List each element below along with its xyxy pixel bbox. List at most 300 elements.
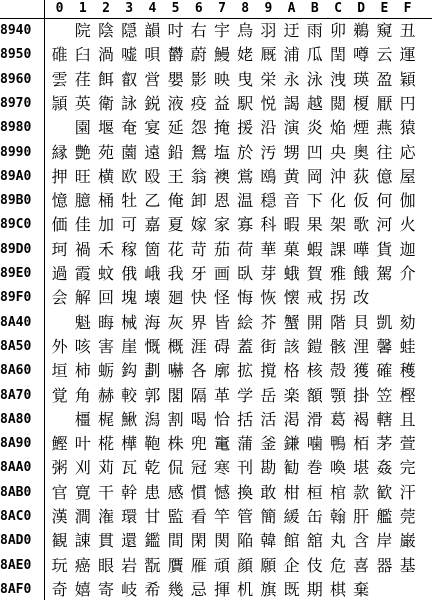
row-label: 8940	[0, 23, 32, 38]
char-cell: 葛	[329, 409, 346, 429]
char-cell: 隠	[121, 21, 138, 40]
row-label: 89A0	[0, 168, 32, 184]
char-cell: 歌	[353, 215, 370, 235]
char-cell: 幾	[167, 579, 184, 599]
char-cell: 漢	[51, 507, 68, 526]
char-cell: 敢	[260, 482, 277, 502]
char-cell: 覚	[51, 385, 68, 405]
row-label: 8950	[0, 47, 32, 63]
char-cell: 加	[97, 215, 114, 235]
column-header: B	[310, 1, 319, 16]
char-cell: 焔	[329, 118, 346, 138]
char-cell: 干	[97, 482, 114, 502]
char-cell	[396, 286, 419, 310]
table-row	[0, 432, 432, 456]
char-cell: 煙	[353, 118, 370, 138]
char-cell: 洩	[329, 69, 346, 89]
table-row	[0, 335, 432, 359]
char-cell: 鞄	[144, 434, 161, 454]
char-cell: 岩	[121, 555, 138, 575]
char-cell: 何	[376, 191, 393, 211]
row-label: 8AF0	[0, 581, 32, 597]
char-cell: 寒	[213, 458, 230, 478]
table-row	[0, 116, 432, 140]
char-cell: 云	[376, 45, 393, 65]
char-cell: 迦	[399, 239, 416, 259]
char-cell: 嬰	[167, 69, 184, 89]
char-cell: 泳	[306, 69, 323, 89]
char-cell: 霞	[74, 264, 91, 283]
char-cell: 凹	[306, 142, 323, 162]
char-cell: 楽	[283, 385, 300, 405]
char-cell: 棺	[329, 482, 346, 502]
char-cell: 劃	[144, 361, 161, 381]
row-label: 89C0	[0, 217, 32, 233]
char-cell: 快	[190, 288, 207, 308]
char-cell: 晦	[97, 312, 114, 332]
char-cell: 沿	[260, 118, 277, 138]
column-header: 8	[241, 1, 250, 16]
char-cell: 柿	[74, 361, 91, 381]
char-cell: 慨	[144, 336, 161, 356]
char-cell: 蔚	[190, 45, 207, 65]
table-row	[0, 92, 432, 116]
char-cell: 稼	[121, 239, 138, 259]
char-cell: 甥	[283, 142, 300, 162]
char-cell: 荷	[237, 239, 254, 259]
char-cell: 穏	[260, 191, 277, 211]
char-cell: 兜	[190, 434, 207, 454]
char-cell: 臥	[237, 264, 254, 283]
char-cell: 観	[51, 531, 68, 551]
char-cell: 蝦	[306, 239, 323, 259]
char-cell: 瓦	[121, 458, 138, 478]
char-cell: 赫	[97, 385, 114, 405]
char-cell: 岸	[376, 531, 393, 551]
char-cell: 下	[306, 191, 323, 211]
char-cell: 画	[213, 264, 230, 283]
char-cell: 劾	[399, 312, 416, 332]
row-label: 8AD0	[0, 533, 32, 549]
char-cell: 幹	[121, 482, 138, 502]
char-cell: 巌	[399, 531, 416, 551]
char-cell: 謁	[283, 93, 300, 113]
char-cell: 浦	[283, 45, 300, 65]
char-cell: 碍	[213, 336, 230, 356]
char-cell: 可	[121, 215, 138, 235]
char-cell: 佳	[74, 215, 91, 235]
char-cell: 塩	[213, 142, 230, 162]
char-cell: 関	[213, 531, 230, 551]
char-cell: 我	[167, 264, 184, 283]
char-cell: 簡	[260, 507, 277, 526]
row-label: 8A60	[0, 363, 32, 379]
char-cell: 欧	[121, 166, 138, 186]
char-cell: 鉛	[167, 142, 184, 162]
char-cell: 喚	[329, 458, 346, 478]
table-row	[0, 359, 432, 383]
char-cell: 感	[167, 482, 184, 502]
char-cell: 園	[74, 118, 91, 138]
char-cell: 隔	[190, 385, 207, 405]
char-cell: 既	[283, 579, 300, 599]
char-cell: 嘉	[144, 215, 161, 235]
char-cell: 桓	[306, 482, 323, 502]
char-cell: 恰	[213, 409, 230, 429]
char-cell: 甘	[144, 507, 161, 526]
char-cell: 乙	[144, 191, 161, 211]
char-cell: 央	[329, 142, 346, 162]
char-cell: 岡	[306, 166, 323, 186]
char-cell: 刊	[237, 458, 254, 478]
table-row	[0, 505, 432, 529]
char-cell: 轄	[376, 409, 393, 429]
column-header: 2	[102, 1, 110, 16]
char-cell: 茅	[376, 434, 393, 454]
char-cell: 括	[237, 409, 254, 429]
char-cell: 寡	[237, 215, 254, 235]
char-cell: 怪	[213, 288, 230, 308]
char-cell: 棄	[353, 579, 370, 599]
char-cell: 恩	[213, 191, 230, 211]
char-cell: 芽	[260, 264, 277, 283]
char-cell: 還	[121, 531, 138, 551]
char-cell: 奇	[51, 579, 68, 599]
char-cell: 押	[51, 166, 68, 186]
char-cell: 蟹	[283, 312, 300, 332]
char-cell: 椛	[97, 434, 114, 454]
row-label: 8990	[0, 144, 32, 160]
char-cell: 援	[237, 118, 254, 138]
char-cell: 右	[190, 21, 207, 40]
char-cell: 凱	[376, 312, 393, 332]
table-row	[0, 481, 432, 505]
char-cell: 蛎	[97, 361, 114, 381]
char-cell: 褐	[353, 409, 370, 429]
char-cell: 曳	[237, 69, 254, 89]
char-cell: 怨	[190, 118, 207, 138]
char-cell: 伎	[306, 555, 323, 575]
char-cell: 馨	[376, 336, 393, 356]
char-cell: 崖	[121, 336, 138, 356]
char-cell: 奥	[353, 142, 370, 162]
char-cell: 嬉	[74, 579, 91, 599]
char-cell: 橿	[74, 409, 91, 429]
char-cell: 鰍	[121, 409, 138, 429]
char-cell: 穫	[399, 361, 416, 381]
char-cell	[48, 408, 71, 432]
table-row	[0, 554, 432, 578]
char-cell: 憶	[51, 191, 68, 211]
char-cell: 永	[283, 69, 300, 89]
char-cell: 詠	[121, 93, 138, 113]
char-cell: 巻	[306, 458, 323, 478]
char-cell: 角	[74, 385, 91, 405]
char-cell: 魁	[74, 312, 91, 332]
char-cell: 姥	[237, 45, 254, 65]
char-cell: 疫	[190, 93, 207, 113]
char-cell: 翫	[144, 555, 161, 575]
char-cell: 患	[144, 482, 161, 502]
char-cell: 縁	[51, 142, 68, 162]
char-cell: 款	[353, 482, 370, 502]
char-cell: 澗	[74, 507, 91, 526]
char-cell: 艶	[74, 142, 91, 162]
char-cell: 鴎	[260, 166, 277, 186]
char-cell: 陥	[237, 531, 254, 551]
char-cell: 越	[306, 93, 323, 113]
column-header: 4	[148, 1, 157, 16]
char-cell: 冠	[190, 458, 207, 478]
char-cell: 掛	[353, 385, 370, 405]
char-cell: 栢	[353, 434, 370, 454]
char-cell: 廓	[213, 361, 230, 381]
char-cell: 害	[97, 336, 114, 356]
char-cell: 榎	[353, 93, 370, 113]
char-cell: 厩	[260, 45, 277, 65]
char-cell: 臆	[74, 191, 91, 211]
row-label: 89F0	[0, 290, 32, 306]
char-cell: 蒲	[237, 434, 254, 454]
char-cell: 鑑	[144, 531, 161, 551]
char-cell: 看	[190, 507, 207, 526]
char-cell: 撹	[260, 361, 277, 381]
char-cell	[48, 19, 71, 43]
table-row	[0, 311, 432, 335]
char-cell: 苅	[97, 458, 114, 478]
row-label: 8AB0	[0, 484, 32, 500]
char-cell: 瓜	[306, 45, 323, 65]
table-row	[0, 213, 432, 237]
char-cell: 革	[213, 385, 230, 405]
column-header: A	[287, 1, 296, 16]
char-cell: 灰	[167, 312, 184, 332]
column-header: E	[380, 1, 389, 16]
char-cell: 眼	[97, 555, 114, 575]
char-cell: 該	[283, 336, 300, 356]
char-cell: 荏	[74, 69, 91, 89]
char-cell: 肝	[353, 507, 370, 526]
char-cell: 汗	[399, 482, 416, 502]
char-cell: 概	[167, 336, 184, 356]
char-cell: 慣	[190, 482, 207, 502]
char-cell: 襖	[213, 166, 230, 186]
char-cell: 械	[121, 312, 138, 332]
char-cell: 鈎	[121, 361, 138, 381]
char-cell: 閲	[329, 93, 346, 113]
char-cell: 蚊	[97, 264, 114, 283]
table-row	[0, 529, 432, 553]
char-cell: 乾	[144, 458, 161, 478]
char-cell: 姦	[376, 458, 393, 478]
char-cell: 閏	[329, 45, 346, 65]
char-cell: 梶	[97, 409, 114, 429]
char-cell: 宇	[213, 21, 230, 40]
char-cell: 較	[121, 385, 138, 405]
column-header: D	[357, 1, 366, 16]
row-label: 8960	[0, 71, 32, 87]
char-cell: 頴	[51, 93, 68, 113]
char-cell: 歓	[376, 482, 393, 502]
row-label: 8AE0	[0, 557, 32, 573]
char-cell: 栄	[260, 69, 277, 89]
char-cell: 会	[51, 288, 68, 308]
char-cell: 街	[260, 336, 277, 356]
char-cell: 芥	[260, 312, 277, 332]
char-cell: 俄	[121, 264, 138, 283]
char-cell: 鴬	[237, 166, 254, 186]
char-cell: 恢	[260, 288, 277, 308]
char-cell: 器	[376, 555, 393, 575]
char-cell: 回	[97, 288, 114, 308]
char-cell: 盈	[376, 69, 393, 89]
char-cell: 瑛	[353, 69, 370, 89]
char-cell: 苑	[97, 142, 114, 162]
char-cell: 暇	[283, 215, 300, 235]
char-cell: 粥	[51, 458, 68, 478]
char-cell: 営	[144, 69, 161, 89]
char-cell: 羽	[260, 21, 277, 40]
char-cell: 潟	[144, 409, 161, 429]
char-cell: 刈	[74, 458, 91, 478]
char-cell: 割	[167, 409, 184, 429]
char-cell: 叡	[121, 69, 138, 89]
char-cell: 駕	[376, 264, 393, 283]
char-cell: 翁	[190, 166, 207, 186]
char-cell: 牙	[190, 264, 207, 283]
row-label: 89B0	[0, 193, 32, 209]
char-cell: 環	[121, 507, 138, 526]
char-cell: 架	[329, 215, 346, 235]
char-cell: 萱	[399, 434, 416, 454]
char-cell: 迂	[283, 21, 300, 40]
char-cell: 賀	[306, 264, 323, 283]
row-label: 8A40	[0, 314, 32, 330]
char-cell: 窺	[376, 21, 393, 40]
char-cell: 課	[329, 239, 346, 259]
column-header: 3	[125, 1, 134, 16]
char-cell: 荻	[353, 166, 370, 186]
char-cell: 烏	[237, 21, 254, 40]
char-cell: 嘘	[121, 45, 138, 65]
char-cell: 家	[213, 215, 230, 235]
char-cell: 価	[51, 215, 68, 235]
char-cell: 遠	[144, 142, 161, 162]
char-cell: 院	[74, 21, 91, 40]
char-cell: 卸	[190, 191, 207, 211]
char-cell: 界	[190, 312, 207, 332]
char-cell: 莞	[399, 507, 416, 526]
table-row	[0, 262, 432, 286]
char-cell: 貨	[376, 239, 393, 259]
char-cell: 穎	[399, 69, 416, 89]
char-cell: 温	[237, 191, 254, 211]
char-cell: 鴛	[190, 142, 207, 162]
column-header: 0	[55, 1, 64, 16]
table-row	[0, 68, 432, 92]
char-cell: 頑	[213, 555, 230, 575]
char-cell: 宴	[144, 118, 161, 138]
char-cell: 円	[399, 93, 416, 113]
char-cell: 伽	[399, 191, 416, 211]
char-cell: 管	[237, 507, 254, 526]
char-cell: 嫁	[190, 215, 207, 235]
char-cell: 峨	[144, 264, 161, 283]
char-cell: 基	[399, 555, 416, 575]
char-cell: 衛	[97, 93, 114, 113]
column-header-row	[0, 0, 432, 18]
char-cell: 雨	[306, 21, 323, 40]
char-cell: 癌	[74, 555, 91, 575]
char-cell: 卯	[329, 21, 346, 40]
char-cell: 塊	[121, 288, 138, 308]
char-cell: 涯	[190, 336, 207, 356]
char-cell: 柑	[283, 482, 300, 502]
char-cell: 皆	[213, 312, 230, 332]
char-cell: 監	[167, 507, 184, 526]
char-cell: 叶	[74, 434, 91, 454]
char-cell: 格	[283, 361, 300, 381]
char-cell	[396, 578, 419, 602]
char-cell: 旗	[260, 579, 277, 599]
char-cell: 唄	[144, 45, 161, 65]
char-cell: 化	[329, 191, 346, 211]
char-cell: 餌	[97, 69, 114, 89]
column-header: 7	[218, 1, 226, 16]
char-cell: 悦	[260, 93, 277, 113]
char-cell: 翰	[329, 507, 346, 526]
char-cell: 海	[144, 312, 161, 332]
char-cell: 嘩	[353, 239, 370, 259]
char-cell: 炎	[306, 118, 323, 138]
char-cell: 樺	[121, 434, 138, 454]
char-cell: 火	[399, 215, 416, 235]
column-header: 1	[78, 1, 87, 16]
char-cell: 缶	[306, 507, 323, 526]
char-cell: 活	[260, 409, 277, 429]
char-cell: 咳	[74, 336, 91, 356]
char-cell: 夏	[167, 215, 184, 235]
char-cell: 鎧	[306, 336, 323, 356]
char-cell: 鰹	[51, 434, 68, 454]
char-cell: 蛾	[283, 264, 300, 283]
column-header: C	[334, 1, 342, 16]
row-label: 8A80	[0, 411, 32, 427]
char-cell: 燕	[376, 118, 393, 138]
char-cell: 閣	[167, 385, 184, 405]
char-cell: 官	[51, 482, 68, 502]
char-cell: 緩	[283, 507, 300, 526]
char-cell: 堪	[353, 458, 370, 478]
char-cell: 菓	[283, 239, 300, 259]
char-cell: 鵜	[353, 21, 370, 40]
char-cell: 噂	[353, 45, 370, 65]
char-cell: 獲	[353, 361, 370, 381]
table-row	[0, 578, 432, 602]
char-cell: 苛	[190, 239, 207, 259]
char-cell: 鋭	[144, 93, 161, 113]
char-cell: 廻	[167, 288, 184, 308]
char-cell: 掩	[213, 118, 230, 138]
char-cell: 韻	[144, 21, 161, 40]
char-cell: 潅	[97, 507, 114, 526]
char-cell: 竃	[213, 434, 230, 454]
char-cell: 樫	[399, 385, 416, 405]
char-cell: 喝	[190, 409, 207, 429]
char-cell	[48, 116, 71, 140]
char-cell: 舘	[306, 531, 323, 551]
table-row	[0, 384, 432, 408]
